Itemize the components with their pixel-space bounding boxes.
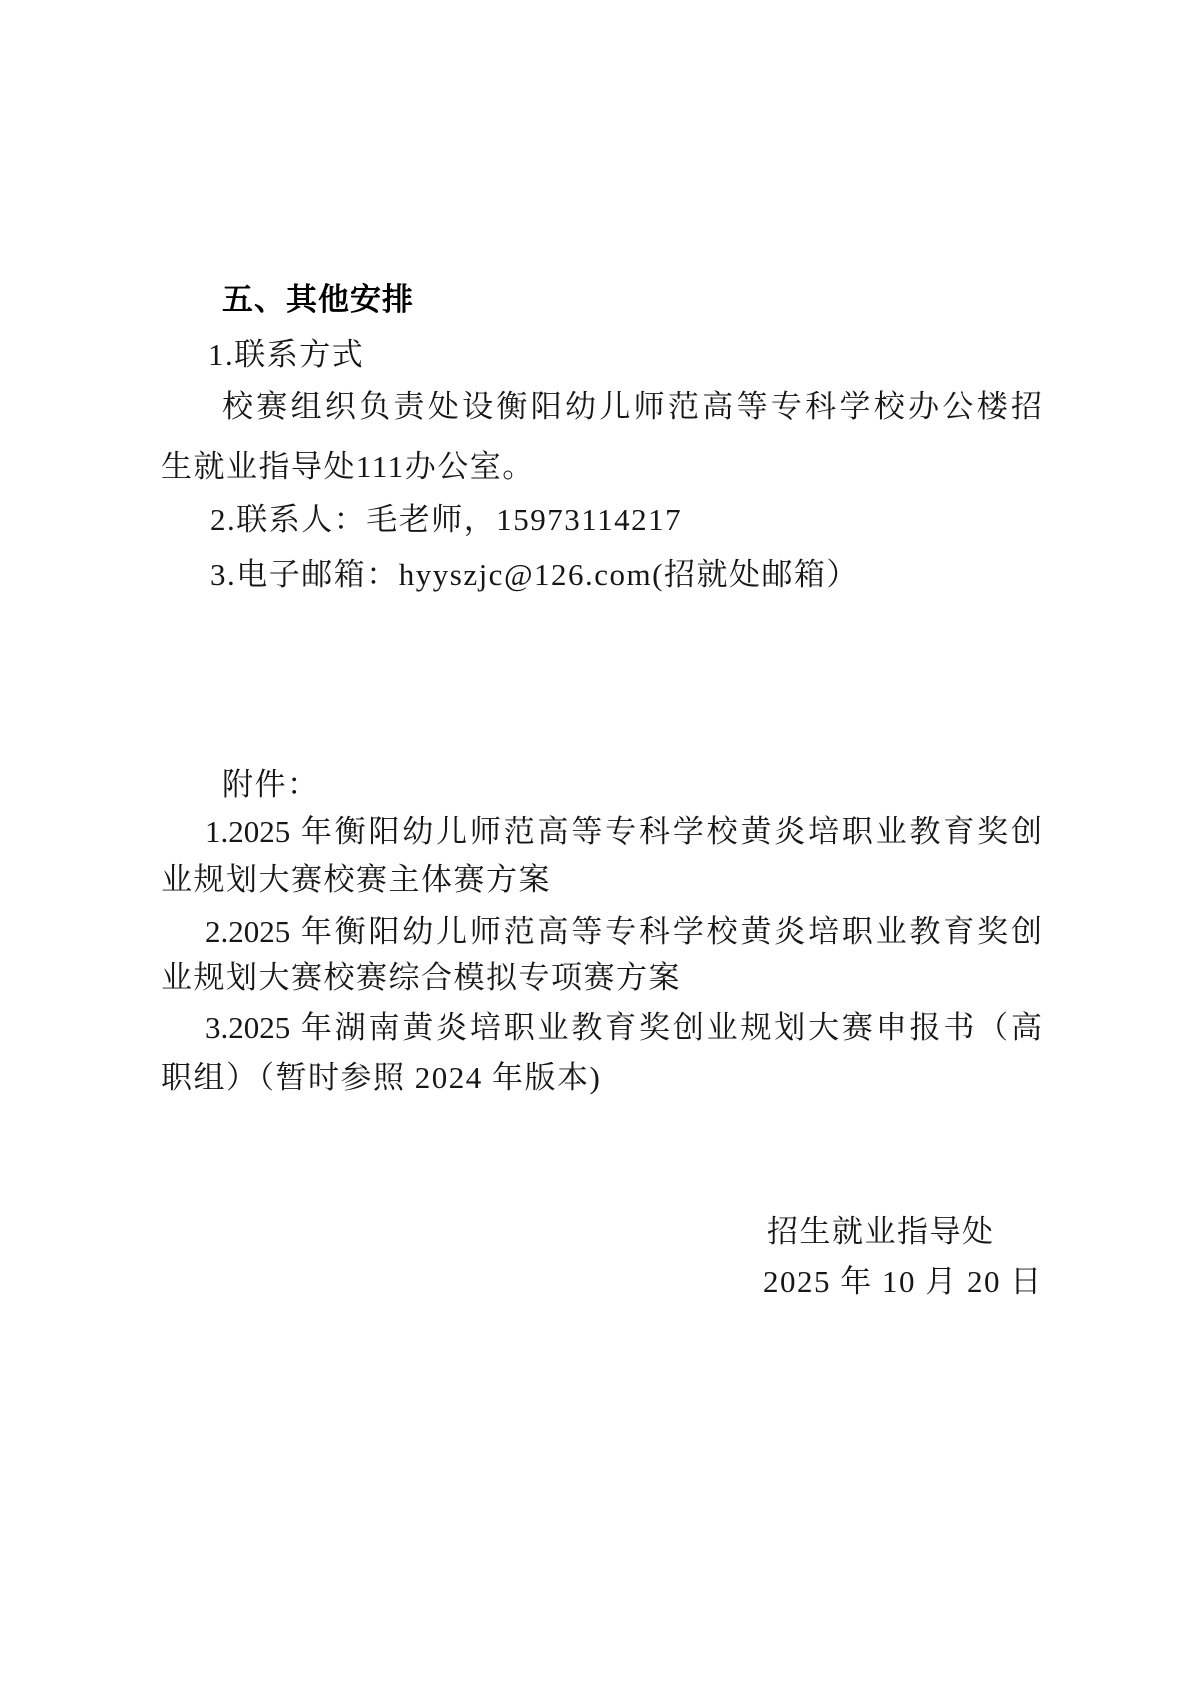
contact-person-line: 2.联系人：毛老师，15973114217 <box>210 502 683 537</box>
attachment-item-3-line-2: 职组）（暂时参照 2024 年版本) <box>161 1060 602 1095</box>
contact-paragraph-line-2: 生就业指导处111办公室。 <box>161 449 535 484</box>
attachment-item-2-line-2: 业规划大赛校赛综合模拟专项赛方案 <box>161 960 681 995</box>
contact-paragraph-line-1: 校赛组织负责处设衡阳幼儿师范高等专科学校办公楼招 <box>222 389 1042 424</box>
attachment-item-1-line-2: 业规划大赛校赛主体赛方案 <box>161 862 551 897</box>
attachment-item-2-line-1: 2.2025 年衡阳幼儿师范高等专科学校黄炎培职业教育奖创 <box>205 914 1042 949</box>
contact-method-label: 1.联系方式 <box>208 337 365 372</box>
signature-department: 招生就业指导处 <box>767 1214 995 1249</box>
section-heading: 五、其他安排 <box>222 282 414 317</box>
signature-date: 2025 年 10 月 20 日 <box>763 1264 1043 1299</box>
attachment-item-1-line-1: 1.2025 年衡阳幼儿师范高等专科学校黄炎培职业教育奖创 <box>205 814 1042 849</box>
attachment-item-3-line-1: 3.2025 年湖南黄炎培职业教育奖创业规划大赛申报书（高 <box>205 1010 1042 1045</box>
contact-email-line: 3.电子邮箱：hyyszjc@126.com(招就处邮箱） <box>210 557 859 592</box>
attachments-label: 附件： <box>222 767 320 802</box>
